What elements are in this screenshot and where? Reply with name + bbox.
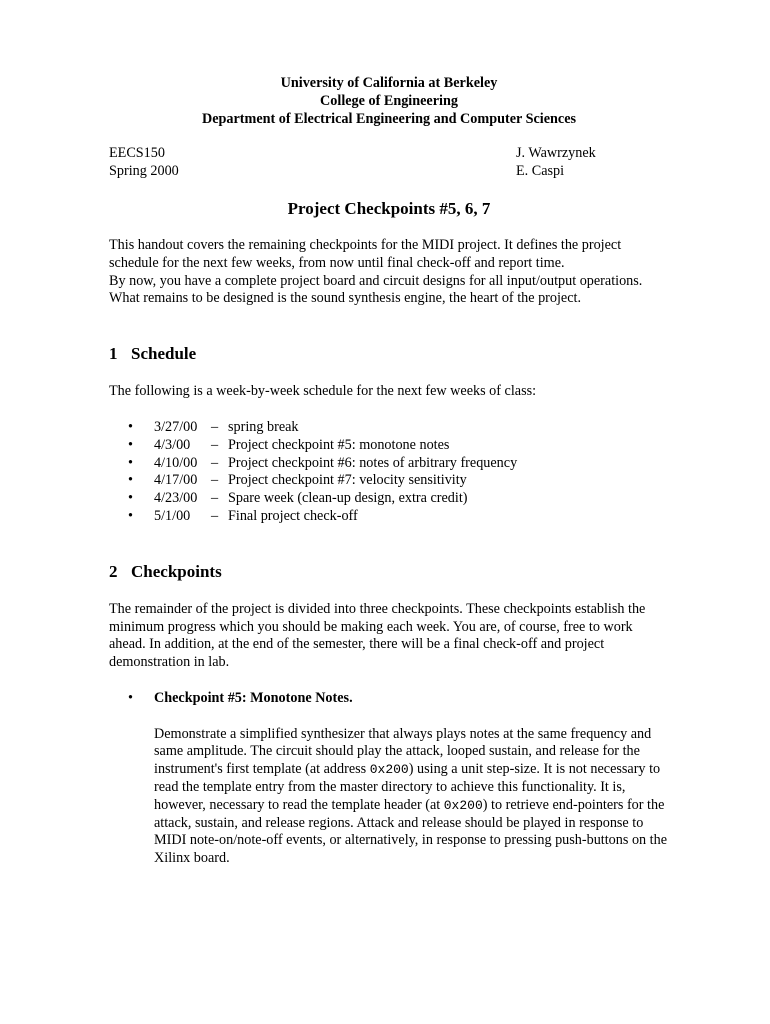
schedule-desc: Project checkpoint #7: velocity sensitivity: [228, 472, 467, 489]
dash-separator: –: [211, 507, 219, 524]
cp5-text-b: ) using a unit step-size. It is not necessary to read the template entry from the master directory to achieve this functionality. It is, however, necessary to read the template header (at: [154, 761, 661, 813]
course-right-block: [516, 145, 669, 181]
bullet-icon: •: [128, 490, 133, 507]
schedule-date: 4/17/00: [154, 472, 198, 489]
list-item: [109, 472, 669, 490]
schedule-desc: spring break: [228, 418, 299, 435]
schedule-desc: Project checkpoint #6: notes of arbitrary frequency: [228, 454, 518, 471]
list-item: [109, 419, 669, 437]
schedule-list: [109, 419, 669, 526]
course-info: [109, 145, 669, 181]
schedule-desc: Project checkpoint #5: monotone notes: [228, 436, 450, 453]
schedule-date: 3/27/00: [154, 418, 198, 435]
cp5-address-1: 0x200: [369, 762, 409, 778]
checkpoint-5: [109, 690, 669, 868]
bullet-icon: •: [128, 436, 133, 453]
cp5-text-c: ) to retrieve end-pointers for the attack, sustain, and release regions. Attack and release should be played in response to MIDI note-on/note-off events, or alternatively, in response to pressing push-buttons on the Xilinx board.: [154, 796, 668, 867]
dash-separator: –: [211, 454, 219, 471]
department-name: Department of Electrical Engineering and Computer Sciences: [201, 110, 577, 127]
bullet-icon: •: [128, 472, 133, 489]
cp5-address-2: 0x200: [443, 797, 483, 813]
intro-paragraph-1: This handout covers the remaining checkpoints for the MIDI project. It defines the project schedule for the next few weeks, from now until final check-off and report time.: [109, 236, 622, 271]
schedule-lead: The following is a week-by-week schedule for the next few weeks of class:: [109, 383, 537, 400]
section-number: 2: [109, 561, 118, 581]
course-code: EECS150: [109, 145, 165, 162]
list-item: [109, 437, 669, 455]
bullet-icon: •: [128, 507, 133, 524]
checkpoint-5-title: Checkpoint #5: Monotone Notes.: [154, 689, 353, 706]
course-term: Spring 2000: [109, 163, 179, 180]
section-heading-checkpoints: [109, 562, 669, 582]
list-item: [109, 508, 669, 526]
cp5-text-a: Demonstrate a simplified synthesizer that always plays notes at the same frequency and same amplitude. The circuit should play the attack, looped sustain, and release for the instrument's first template (at address: [154, 725, 652, 778]
dash-separator: –: [211, 472, 219, 489]
ta-name: E. Caspi: [516, 163, 565, 180]
intro-paragraph-2: By now, you have a complete project board and circuit designs for all input/output operations. What remains to be designed is the sound synthesis engine, the heart of the project.: [109, 272, 643, 307]
document-page: [109, 75, 669, 868]
schedule-date: 4/3/00: [154, 436, 191, 453]
dash-separator: –: [211, 418, 219, 435]
bullet-icon: •: [128, 454, 133, 471]
institution-header: [109, 75, 669, 128]
section-heading-schedule: [109, 344, 669, 364]
section-title: Checkpoints: [131, 561, 222, 581]
schedule-desc: Final project check-off: [228, 507, 358, 524]
checkpoints-lead: The remainder of the project is divided into three checkpoints. These checkpoints establish the minimum progress which you should be making each week. You are, of course, free to work ahead. In addition, at the end of the semester, there will be a final check-off and project demonstration in lab.: [109, 600, 646, 671]
schedule-date: 4/23/00: [154, 490, 198, 507]
checkpoint-5-body: [154, 726, 669, 868]
checkpoint-5-heading: [109, 690, 669, 708]
dash-separator: –: [211, 436, 219, 453]
schedule-desc: Spare week (clean-up design, extra credit): [228, 490, 468, 507]
course-left-block: [109, 145, 179, 181]
section-title: Schedule: [131, 344, 197, 364]
instructor-name: J. Wawrzynek: [516, 145, 596, 162]
dash-separator: –: [211, 490, 219, 507]
list-item: [109, 455, 669, 473]
list-item: [109, 490, 669, 508]
schedule-date: 4/10/00: [154, 454, 198, 471]
university-name: University of California at Berkeley: [280, 75, 498, 91]
bullet-icon: •: [128, 418, 133, 435]
document-title: Project Checkpoints #5, 6, 7: [287, 198, 491, 218]
college-name: College of Engineering: [320, 92, 458, 109]
section-number: 1: [109, 344, 118, 364]
bullet-icon: •: [128, 689, 133, 706]
schedule-date: 5/1/00: [154, 507, 191, 524]
